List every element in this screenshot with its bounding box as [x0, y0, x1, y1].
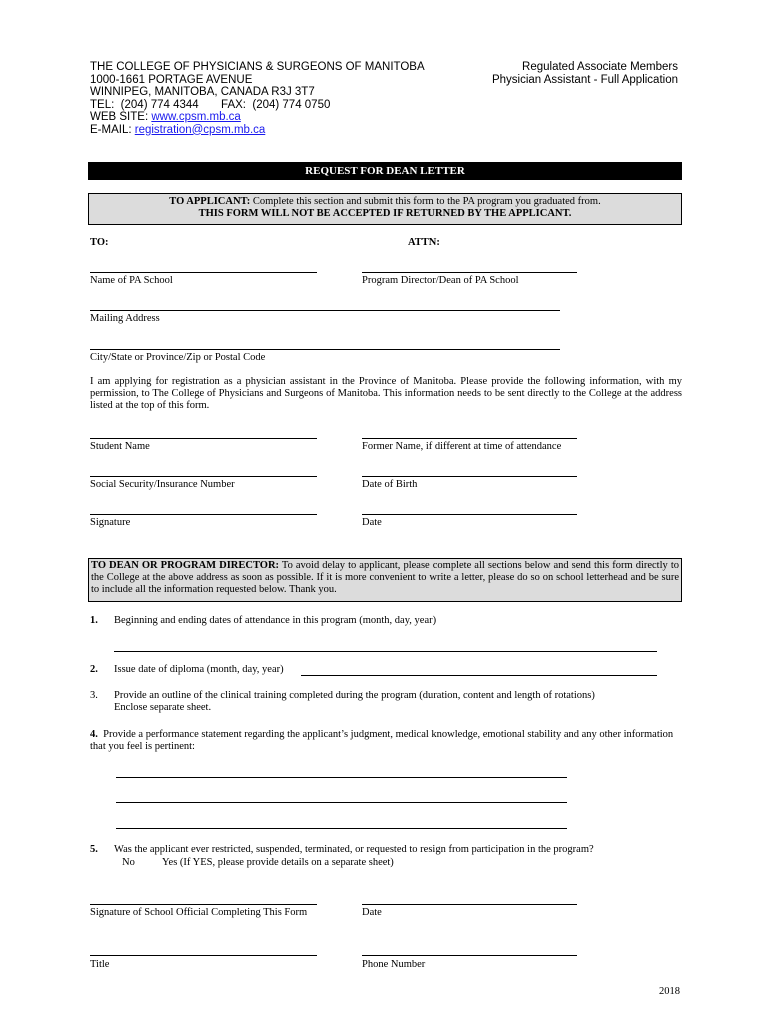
org-name: THE COLLEGE OF PHYSICIANS & SURGEONS OF MANITOBA [90, 61, 425, 73]
org-address-line2: WINNIPEG, MANITOBA, CANADA R3J 3T7 [90, 86, 315, 98]
website-link[interactable]: www.cpsm.mb.ca [151, 111, 241, 123]
org-phone-fax: TEL: (204) 774 4344 FAX: (204) 774 0750 [90, 98, 331, 111]
pa-school-field[interactable] [90, 272, 317, 273]
org-website: WEB SITE: www.cpsm.mb.ca [90, 111, 241, 123]
footer-year: 2018 [659, 986, 680, 997]
city-state-field[interactable] [90, 349, 560, 350]
question-2-number: 2. [90, 664, 98, 675]
question-2-answer-field[interactable] [301, 675, 657, 676]
dob-field[interactable] [362, 476, 577, 477]
org-email: E-MAIL: registration@cpsm.mb.ca [90, 123, 266, 136]
question-4-text: 4. Provide a performance statement regarding the applicant’s judgment, medical knowledge, emotional stability and any other information that you feel is pertinent: [90, 729, 674, 752]
official-phone-field[interactable] [362, 955, 577, 956]
attn-label: ATTN: [408, 237, 440, 248]
official-title-field[interactable] [90, 955, 317, 956]
question-4-answer-line-1[interactable] [116, 777, 567, 778]
mailing-address-field[interactable] [90, 310, 560, 311]
question-5-no-option[interactable]: No [122, 857, 135, 868]
application-type-line2: Physician Assistant - Full Application [491, 73, 678, 86]
question-4-answer-line-2[interactable] [116, 802, 567, 803]
email-link[interactable]: registration@cpsm.mb.ca [134, 123, 266, 136]
signature-field[interactable] [90, 514, 317, 515]
signature-label: Signature [90, 517, 131, 528]
pa-school-label: Name of PA School [90, 275, 173, 286]
letterhead [90, 61, 470, 136]
to-label: TO: [90, 237, 109, 248]
question-5-text: Was the applicant ever restricted, suspended, terminated, or requested to resign from participation in the program? [114, 844, 594, 855]
ssn-label: Social Security/Insurance Number [90, 479, 235, 490]
question-1-number: 1. [90, 615, 98, 626]
mailing-address-label: Mailing Address [90, 313, 160, 324]
former-name-label: Former Name, if different at time of attendance [362, 441, 562, 452]
question-3-text: Provide an outline of the clinical training completed during the program (duration, content and length of rotations) Enclose separate sheet. [114, 690, 595, 713]
applicant-instructions-box [88, 193, 682, 225]
applicant-instructions: TO APPLICANT: Complete this section and submit this form to the PA program you graduated from. [169, 196, 601, 207]
official-title-label: Title [90, 959, 110, 970]
former-name-field[interactable] [362, 438, 577, 439]
student-name-field[interactable] [90, 438, 317, 439]
official-date-label: Date [362, 907, 382, 918]
application-type-line1: Regulated Associate Members [522, 61, 678, 73]
program-director-label: Program Director/Dean of PA School [362, 275, 519, 286]
question-5-yes-option[interactable]: Yes (If YES, please provide details on a separate sheet) [162, 857, 394, 868]
date-field[interactable] [362, 514, 577, 515]
dean-instructions-lead: TO DEAN OR PROGRAM DIRECTOR: [91, 560, 280, 571]
official-date-field[interactable] [362, 904, 577, 905]
question-1-answer-field[interactable] [114, 651, 657, 652]
official-phone-label: Phone Number [362, 959, 426, 970]
question-4-answer-line-3[interactable] [116, 828, 567, 829]
official-signature-label: Signature of School Official Completing This Form [90, 907, 308, 918]
question-2-text: Issue date of diploma (month, day, year) [114, 664, 284, 675]
question-5-number: 5. [90, 844, 98, 855]
applicant-warning: THIS FORM WILL NOT BE ACCEPTED IF RETURNED BY THE APPLICANT. [198, 208, 572, 219]
consent-paragraph: I am applying for registration as a physician assistant in the Province of Manitoba. Please provide the following information, with my permission, to The College of Physicians and Surgeons of Manitoba. This information needs to be sent directly to the College at the address listed at the top of this form. [90, 376, 682, 411]
dean-instructions-text: To avoid delay to applicant, please complete all sections below and send this form directly to the College at the above address as soon as possible. If it is more convenient to write a letter, please do so on school letterhead and be sure to include all the information requested below. Thank you. [91, 560, 679, 595]
official-signature-field[interactable] [90, 904, 317, 905]
ssn-field[interactable] [90, 476, 317, 477]
city-state-label: City/State or Province/Zip or Postal Code [90, 352, 266, 363]
question-3-number: 3. [90, 690, 98, 701]
dean-instructions-box [88, 558, 682, 602]
application-type [470, 61, 678, 86]
question-1-text: Beginning and ending dates of attendance in this program (month, day, year) [114, 615, 437, 626]
student-name-label: Student Name [90, 441, 150, 452]
dob-label: Date of Birth [362, 479, 418, 490]
program-director-field[interactable] [362, 272, 577, 273]
date-label: Date [362, 517, 382, 528]
form-title: REQUEST FOR DEAN LETTER [88, 162, 682, 180]
org-address-line1: 1000-1661 PORTAGE AVENUE [90, 73, 253, 86]
